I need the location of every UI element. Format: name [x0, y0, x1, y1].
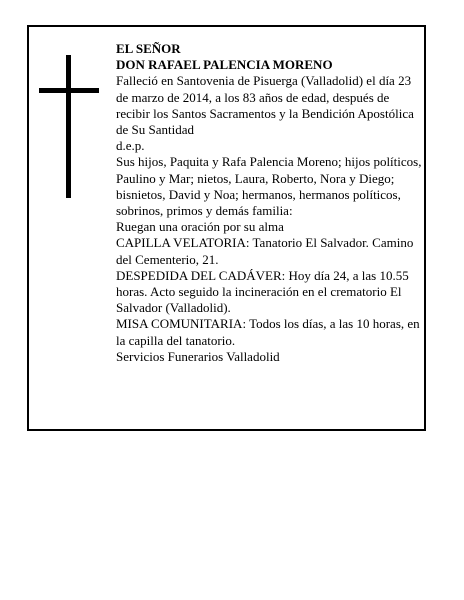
death-paragraph: Falleció en Santovenia de Pisuerga (Valladolid) el día 23 de marzo de 2014, a los 83 años de edad, después de recibir los Santos Sacramentos y la Bendición Apostólica de Su Santidad: [116, 73, 414, 138]
farewell-info: DESPEDIDA DEL CADÁVER: Hoy día 24, a las 10.55 horas. Acto seguido la incineración en el crematorio El Salvador (Valladolid).: [116, 267, 409, 316]
mass-info: MISA COMUNITARIA: Todos los días, a las 10 horas, en la capilla del tanatorio.: [116, 316, 420, 348]
cross-horizontal-bar: [39, 88, 99, 93]
chapel-info: CAPILLA VELATORIA: Tanatorio El Salvador. Camino del Cementerio, 21.: [116, 235, 414, 267]
family-paragraph: Sus hijos, Paquita y Rafa Palencia Moreno; hijos políticos, Paulino y Mar; nietos, Laura, Roberto, Nora y Diego; bisnietos, David y Noa; hermanos, hermanos políticos, sobrinos, primos y demás familia:: [116, 154, 422, 219]
dep-line: d.e.p.: [116, 138, 145, 154]
obituary-notice: [27, 25, 426, 431]
funeral-service: Servicios Funerarios Valladolid: [116, 348, 280, 364]
deceased-name: DON RAFAEL PALENCIA MORENO: [116, 57, 333, 73]
notice-title: EL SEÑOR: [116, 41, 181, 56]
prayer-request: Ruegan una oración por su alma: [116, 219, 284, 235]
notice-text: [116, 41, 422, 365]
cross-vertical-bar: [66, 55, 71, 198]
cross-icon: [39, 55, 99, 198]
